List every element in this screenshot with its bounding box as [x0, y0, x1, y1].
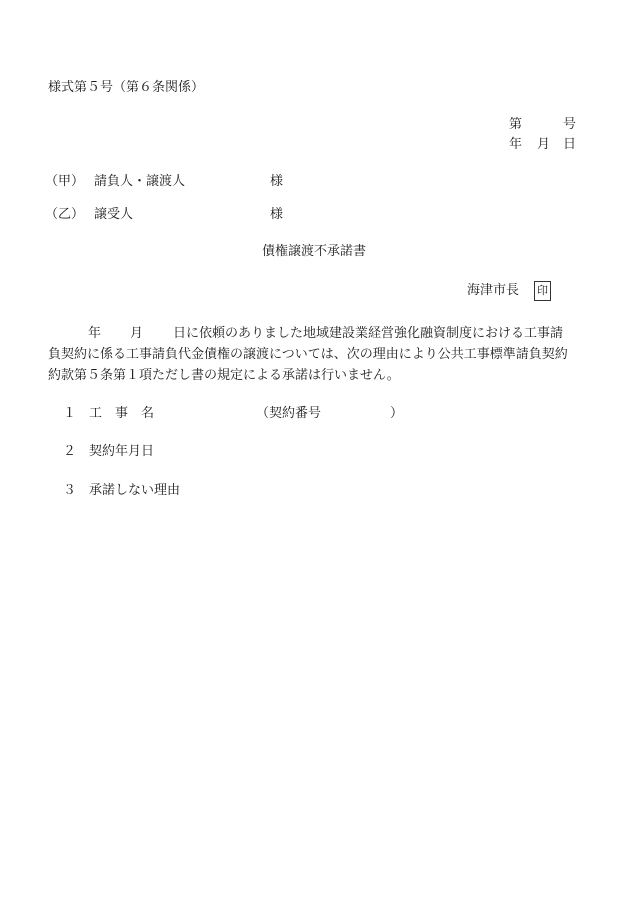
party-b-name: 譲受人	[94, 207, 134, 222]
date-month: 月	[537, 137, 551, 152]
item-2-number: ２	[63, 444, 77, 459]
body-line-1: 日に依頼のありました地域建設業経営強化融資制度における工事請	[173, 326, 564, 341]
body-year: 年	[88, 326, 102, 341]
party-b-honorific: 様	[270, 207, 284, 222]
party-b-label: （乙）	[45, 207, 85, 222]
item-1-number: １	[63, 406, 77, 421]
item-1-contract-number-close: ）	[390, 406, 404, 421]
date-year: 年	[509, 137, 523, 152]
item-1-label: 工 事 名	[89, 406, 155, 421]
seal-stamp: 印	[534, 281, 551, 301]
document-title: 債権譲渡不承諾書	[262, 244, 367, 259]
item-3-label: 承諾しない理由	[89, 483, 181, 498]
party-a-label: （甲）	[45, 174, 85, 189]
party-a-honorific: 様	[270, 174, 284, 189]
issuer-name: 海津市長	[467, 283, 520, 298]
date-day: 日	[563, 137, 577, 152]
doc-number-suffix: 号	[563, 117, 577, 132]
item-2-label: 契約年月日	[89, 444, 155, 459]
form-number: 様式第５号（第６条関係）	[48, 80, 205, 95]
body-line-3: 約款第５条第１項ただし書の規定による承諾は行いません。	[48, 368, 400, 383]
item-3-number: ３	[63, 483, 77, 498]
item-1-contract-number: （契約番号	[256, 406, 322, 421]
body-line-2: 負契約に係る工事請負代金債権の譲渡については、次の理由により公共工事標準請負契約	[48, 347, 568, 362]
doc-number-prefix: 第	[509, 117, 523, 132]
body-month: 月	[130, 326, 144, 341]
party-a-name: 請負人・譲渡人	[94, 174, 186, 189]
